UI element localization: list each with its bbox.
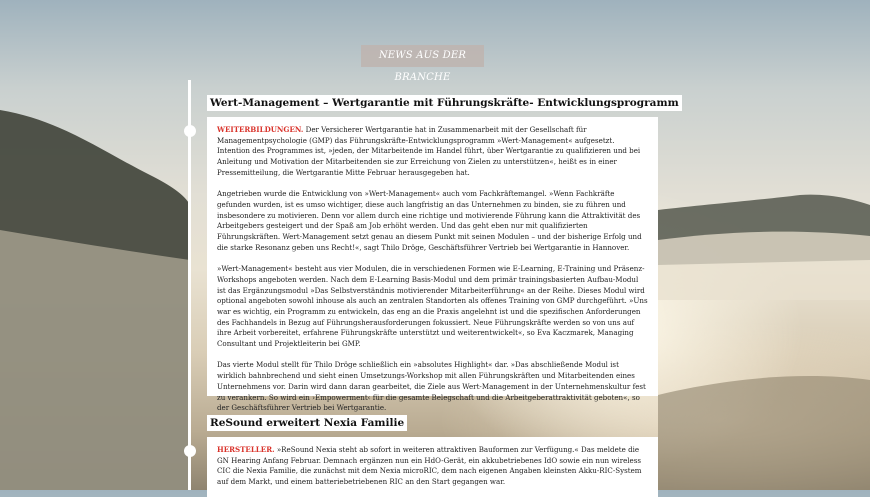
article-card xyxy=(207,117,658,413)
article-paragraph: WEITERBILDUNGEN. Der Versicherer Wertgarantie hat in Zusammenarbeit mit der Gesellschaft für Managementpsychologie (GMP) das Führungskräfte-Entwicklungsprogramm »Wert-Management« aufgesetzt. Intention des Programmes ist, »jeden, der Mitarbeitende im Handel führt, über Wertgarantie zu qualifizieren und bei Anleitung und Motivation der Mitarbeitenden sie zur Erreichung von Zielen zu unterstützen«, heißt es in einer Pressemitteilung, die Wertgarantie Mitte Februar herausgegeben hat. xyxy=(217,125,641,177)
section-badge: NEWS AUS DER BRANCHE xyxy=(361,45,484,67)
timeline-line xyxy=(188,80,191,490)
article-paragraph: Angetrieben wurde die Entwicklung von »Wert-Management« auch vom Fachkräftemangel. »Wenn Fachkräfte gefunden wurden, ist es umso wichtiger, diese auch langfristig an das Unternehmen zu binden, sie zu führen und insbesondere zu motivieren. Denn vor allem durch eine richtige und motivierende Führung kann die Attraktivität des Arbeitgebers gesteigert und der Spaß am Job erhöht werden. Und das geht eben nur mit qualifizierten Führungskräften. Wert-Management setzt genau an diesem Punkt mit seinen Modulen – und der bisherige Erfolg und die starke Resonanz geben uns Recht!«, sagt Thilo Dröge, Geschäftsführer Vertrieb bei Wertgarantie in Hannover. xyxy=(217,189,642,252)
timeline-dot xyxy=(184,445,196,457)
article-kicker: WEITERBILDUNGEN. xyxy=(217,125,304,134)
article-kicker: HERSTELLER. xyxy=(217,445,275,454)
article-title[interactable]: ReSound erweitert Nexia Familie xyxy=(207,415,407,431)
article-paragraph: Das vierte Modul stellt für Thilo Dröge schließlich ein »absolutes Highlight« dar. »Das abschließende Modul ist wirklich bahnbrechend und sieht einen Umsetzungs-Workshop mit allen Führungskräften und Mitarbeitenden eines Unternehmens vor. Darin wird dann daran gearbeitet, die Ziele aus Wert-Management in der Unternehmenskultur fest zu verankern. So wird ein ›Empowerment‹ für die gesamte Belegschaft und die Arbeitgeberattraktivität geboten«, so der Geschäftsführer Vertrieb bei Wertgarantie. xyxy=(217,360,646,413)
article-paragraph: HERSTELLER. »ReSound Nexia steht ab sofort in weiteren attraktiven Bauformen zur Verfügung.« Das meldete die GN Hearing Anfang Februar. Demnach ergänzen nun ein HdO-Gerät, ein akkubetriebenes IdO sowie ein nun wireless CIC die Nexia Familie, die zunächst mit dem Nexia microRIC, dem nach eigenen Angaben kleinsten Akku-RIC-System auf dem Markt, und einem batteriebetriebenen RIC an den Start gegangen war. xyxy=(217,445,642,487)
article-title[interactable]: Wert-Management – Wertgarantie mit Führungskräfte- Entwicklungsprogramm xyxy=(207,95,682,111)
timeline-dot xyxy=(184,125,196,137)
article-paragraph: »Wert-Management« besteht aus vier Modulen, die in verschiedenen Formen wie E-Learning, E-Training und Präsenz-Workshops angeboten werden. Nach dem E-Learning Basis-Modul und dem primär trainingsbasierten Aufbau-Modul ist das Ergänzungsmodul »Das Selbstverständnis motivierender Mitarbeiterführung« an der Reihe. Dieses Modul wird optional angeboten sowohl inhouse als auch an zentralen Standorten als offenes Training von GMP durchgeführt. »Uns war es wichtig, ein Programm zu entwickeln, das eng an die Praxis angelehnt ist und die spezifischen Anforderungen des Fachhandels in Bezug auf Führungsherausforderungen fokussiert. Neue Führungskräfte werden so von uns auf ihre Arbeit vorbereitet, erfahrene Führungskräfte unterstützt und weiterentwickelt«, so Eva Kaczmarek, Managing Consultant und Projektleiterin bei GMP. xyxy=(217,264,648,349)
article-card xyxy=(207,437,658,497)
